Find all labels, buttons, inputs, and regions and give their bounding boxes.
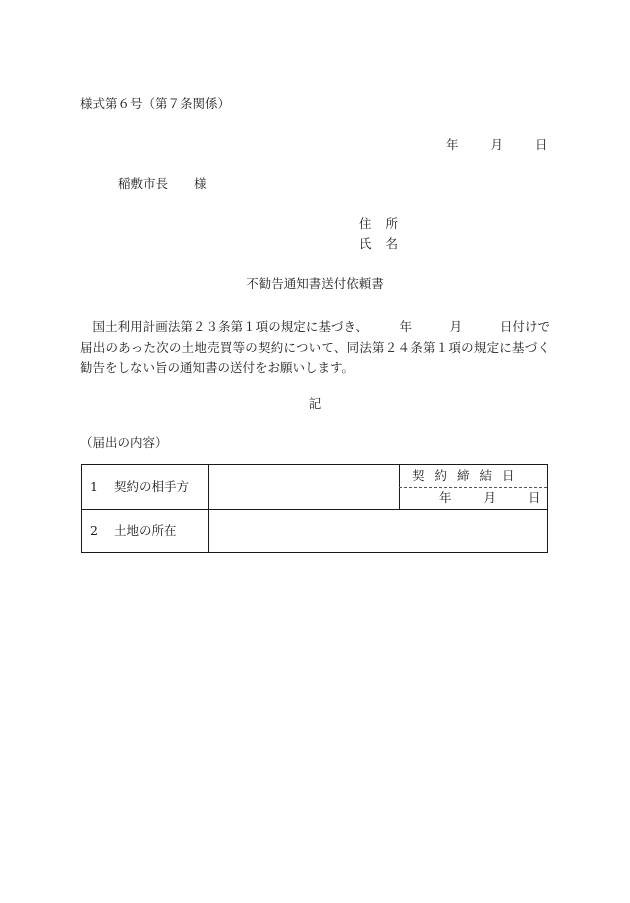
contract-date-dashed-divider: [399, 487, 547, 488]
document-title: 不勧告通知書送付依頼書: [246, 276, 384, 291]
section-heading: （届出の内容）: [80, 435, 168, 450]
label-column-divider: [208, 465, 209, 552]
name-char-2: 名: [385, 236, 399, 251]
row-label-counterparty: [90, 481, 189, 494]
ki-heading: 記: [308, 396, 322, 411]
applicant-name-label: [359, 238, 398, 251]
form-number: 様式第６号（第７条関係）: [80, 96, 231, 111]
address-char-1: 住: [359, 216, 372, 231]
date-month-label: 月: [490, 137, 504, 152]
applicant-address-label: [359, 218, 398, 231]
contract-date-header: 契約締結日: [412, 468, 525, 483]
notification-content-table: [81, 464, 548, 553]
address-char-2: 所: [385, 216, 399, 231]
name-char-1: 氏: [359, 236, 372, 251]
addressee-honorific: 様: [194, 176, 207, 191]
row-label-text: 契約の相手方: [114, 479, 190, 494]
addressee-name: 稲敷市長: [118, 176, 169, 191]
date-year-label: 年: [446, 137, 459, 152]
addressee: [118, 178, 207, 191]
contract-day-label: 日: [528, 490, 541, 505]
row-number: 1: [90, 479, 98, 494]
contract-date-value: [439, 492, 541, 505]
contract-year-label: 年: [439, 490, 452, 505]
request-body-text: 国土利用計画法第２３条第１項の規定に基づき、 年 月 日付けで届出のあった次の土地売買等の契約について、同法第２４条第１項の規定に基づく勧告をしない旨の通知書の送付をお願いします。: [80, 319, 550, 375]
date-day-label: 日: [535, 137, 548, 152]
row-label-text: 土地の所在: [114, 523, 177, 538]
row-label-land-location: [90, 525, 177, 538]
contract-month-label: 月: [483, 490, 497, 505]
row-number: 2: [90, 523, 98, 538]
row-divider: [82, 509, 547, 510]
document-date: [446, 139, 548, 152]
